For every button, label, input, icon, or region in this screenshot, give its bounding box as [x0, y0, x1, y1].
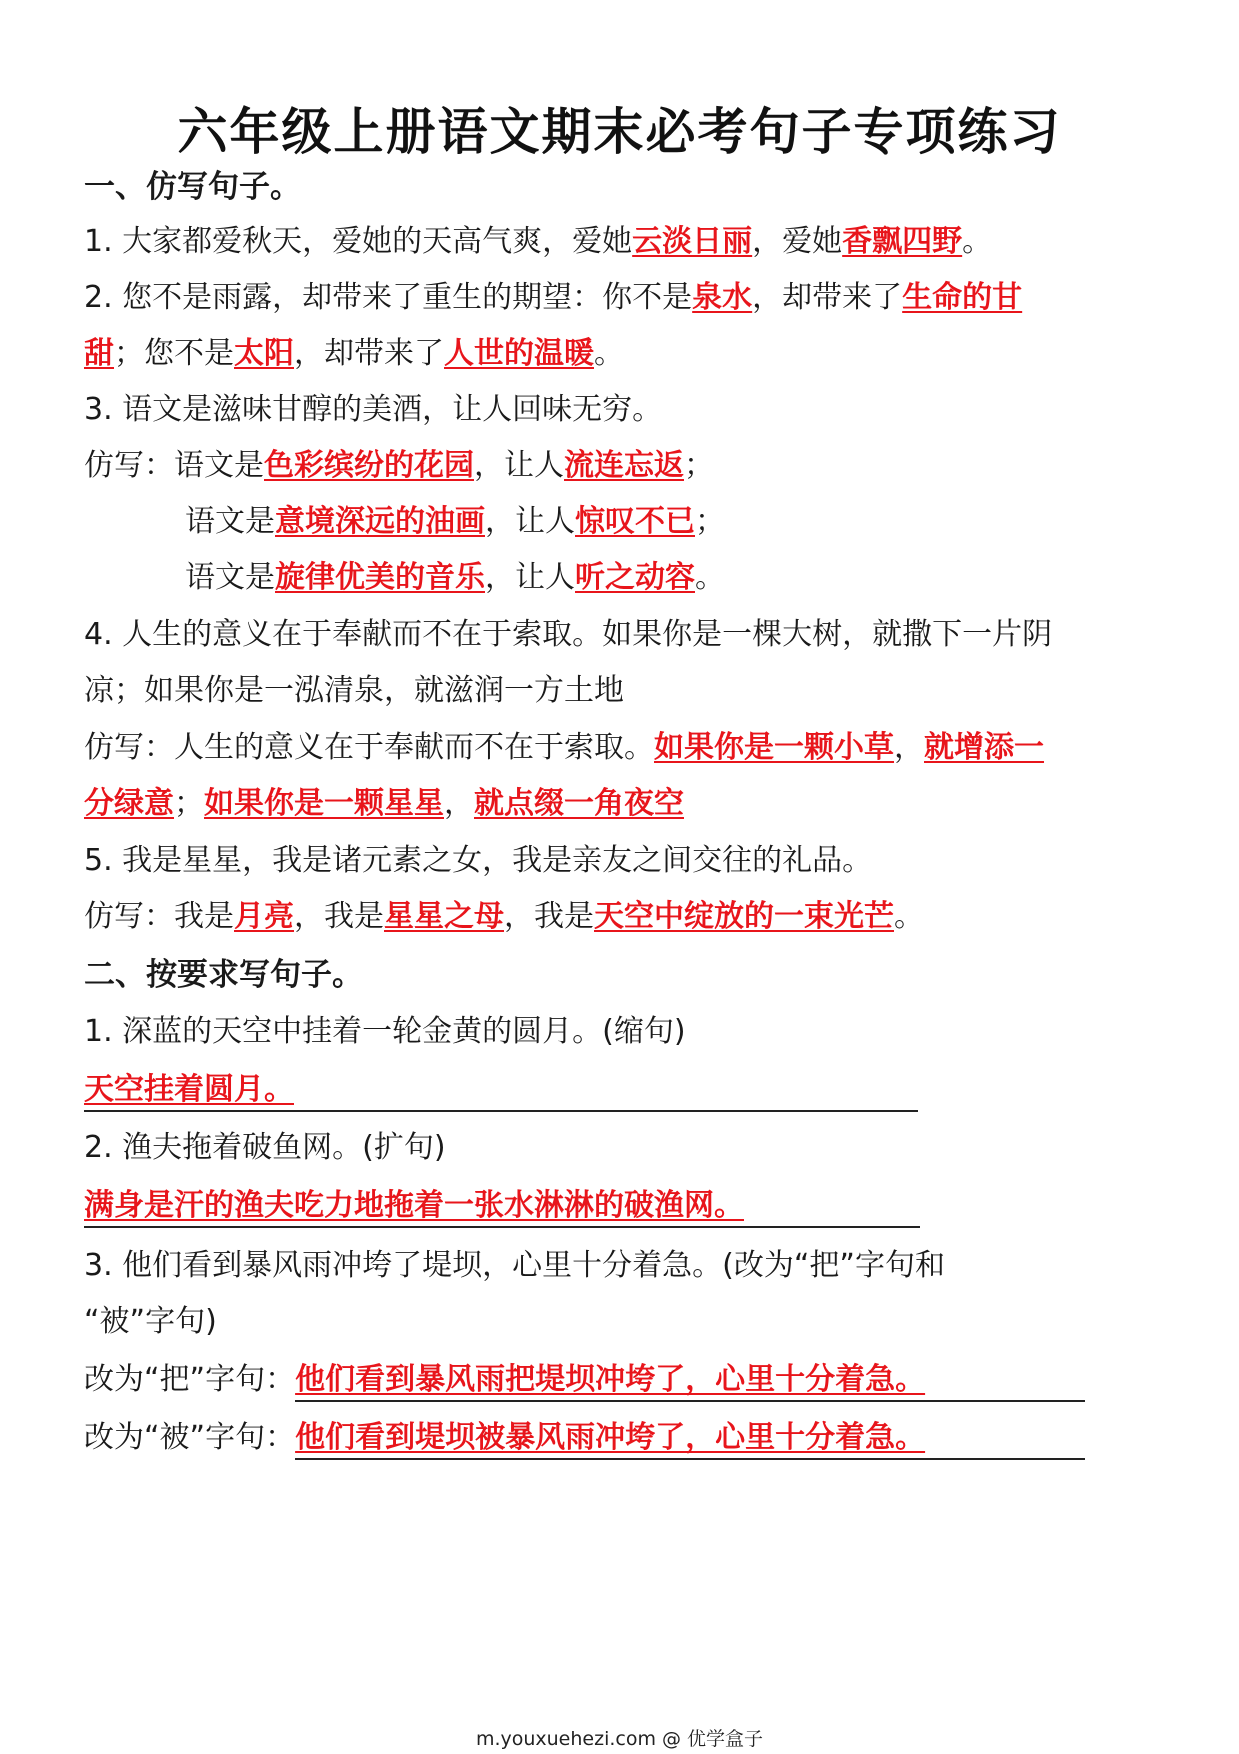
- answer-text: 香飘四野: [842, 224, 963, 259]
- question-3-answer-2: [185, 502, 725, 542]
- answer-blank: [84, 1186, 920, 1228]
- question-text: ，: [894, 730, 924, 765]
- section-heading-1: 一、仿写句子。: [84, 169, 301, 205]
- answer-text: 云淡日丽: [632, 224, 753, 259]
- ba-sentence-row: [84, 1360, 1085, 1402]
- question-2-line-2: [84, 334, 624, 374]
- answer-text: 流连忘返: [564, 448, 684, 483]
- answer-text: 意境深远的油画: [275, 504, 485, 539]
- question-4-line-1: 4. 人生的意义在于奉献而不在于索取。如果你是一棵大树，就撒下一片阴: [84, 617, 1053, 652]
- answer-text: 就增添一: [924, 730, 1044, 765]
- answer-text: 就点缀一角夜空: [474, 786, 684, 821]
- answer-text: 月亮: [234, 899, 294, 934]
- answer-text: 惊叹不已: [575, 504, 695, 539]
- question-text: ，却带来了: [752, 280, 903, 315]
- question-text: ，我是: [294, 899, 384, 934]
- question-text: 语文是: [185, 560, 275, 595]
- answer-text: 他们看到暴风雨把堤坝冲垮了，心里十分着急。: [295, 1362, 926, 1397]
- question-5-answer: [84, 897, 924, 937]
- question-4-line-2: 凉；如果你是一泓清泉，就滋润一方土地: [84, 673, 624, 708]
- question-2-2: 2. 渔夫拖着破鱼网。(扩句): [84, 1130, 446, 1165]
- answer-text: 听之动容: [575, 560, 695, 595]
- question-2-1-answer-line: [84, 1070, 918, 1112]
- answer-text: 旋律优美的音乐: [275, 560, 485, 595]
- question-text: ，我是: [504, 899, 594, 934]
- question-3: 3. 语文是滋味甘醇的美酒，让人回味无穷。: [84, 392, 663, 427]
- answer-blank: [295, 1418, 1085, 1460]
- question-text: ，爱她: [752, 224, 843, 259]
- question-text: ，却带来了: [294, 336, 444, 371]
- answer-text: 泉水: [692, 280, 753, 315]
- ba-label: 改为“把”字句：: [84, 1362, 296, 1397]
- section-heading-2: 二、按要求写句子。: [84, 957, 363, 993]
- question-text: 语文是: [185, 504, 275, 539]
- question-text: ，让人: [485, 504, 575, 539]
- question-5: 5. 我是星星，我是诸元素之女，我是亲友之间交往的礼品。: [84, 843, 873, 878]
- question-text: 。: [962, 224, 993, 259]
- page-title: 六年级上册语文期末必考句子专项练习: [177, 103, 1062, 161]
- question-text: ；: [174, 786, 204, 821]
- question-2-3-line-2: “被”字句): [84, 1304, 217, 1339]
- question-text: ，让人: [474, 448, 564, 483]
- answer-text: 人世的温暖: [444, 336, 594, 371]
- answer-text: 色彩缤纷的花园: [264, 448, 474, 483]
- question-text: 语文是: [174, 448, 264, 483]
- answer-text: 如果你是一颗小草: [654, 730, 894, 765]
- footer-watermark: m.youxuehezi.com @ 优学盒子: [475, 1728, 764, 1750]
- question-1: [84, 222, 992, 262]
- question-2-3-line-1: 3. 他们看到暴风雨冲垮了堤坝，心里十分着急。(改为“把”字句和: [84, 1248, 945, 1283]
- question-text: 。: [894, 899, 924, 934]
- answer-text: 太阳: [234, 336, 294, 371]
- question-text: 仿写：人生的意义在于奉献而不在于索取。: [84, 730, 654, 765]
- answer-text: 甜: [84, 336, 114, 371]
- question-3-answer-3: [185, 558, 725, 598]
- question-text: ；: [695, 504, 725, 539]
- answer-text: 天空挂着圆月。: [84, 1072, 294, 1107]
- question-3-answer-1: [84, 446, 714, 486]
- question-text: ；: [684, 448, 714, 483]
- question-4-answer-line-1: [84, 728, 1044, 768]
- imitate-label: 仿写：: [84, 448, 174, 483]
- answer-text: 如果你是一颗星星: [204, 786, 444, 821]
- answer-blank: [295, 1360, 1085, 1402]
- answer-text: 生命的甘: [902, 280, 1023, 315]
- question-text: 仿写：我是: [84, 899, 234, 934]
- bei-sentence-row: [84, 1418, 1085, 1460]
- question-text: ；您不是: [114, 336, 234, 371]
- answer-text: 分绿意: [84, 786, 174, 821]
- question-2-line-1: [84, 278, 1022, 318]
- question-4-answer-line-2: [84, 784, 684, 824]
- question-text: ，: [444, 786, 474, 821]
- answer-text: 天空中绽放的一束光芒: [594, 899, 894, 934]
- answer-blank: [84, 1070, 918, 1112]
- question-2-1: 1. 深蓝的天空中挂着一轮金黄的圆月。(缩句): [84, 1014, 686, 1049]
- answer-text: 星星之母: [384, 899, 504, 934]
- question-text: 1. 大家都爱秋天，爱她的天高气爽，爱她: [84, 224, 633, 259]
- question-text: 2. 您不是雨露，却带来了重生的期望：你不是: [84, 280, 693, 315]
- answer-text: 他们看到堤坝被暴风雨冲垮了，心里十分着急。: [295, 1420, 926, 1455]
- question-text: 。: [695, 560, 725, 595]
- question-2-2-answer-line: [84, 1186, 920, 1228]
- question-text: ，让人: [485, 560, 575, 595]
- question-text: 。: [594, 336, 624, 371]
- answer-text: 满身是汗的渔夫吃力地拖着一张水淋淋的破渔网。: [84, 1188, 744, 1223]
- bei-label: 改为“被”字句：: [84, 1420, 296, 1455]
